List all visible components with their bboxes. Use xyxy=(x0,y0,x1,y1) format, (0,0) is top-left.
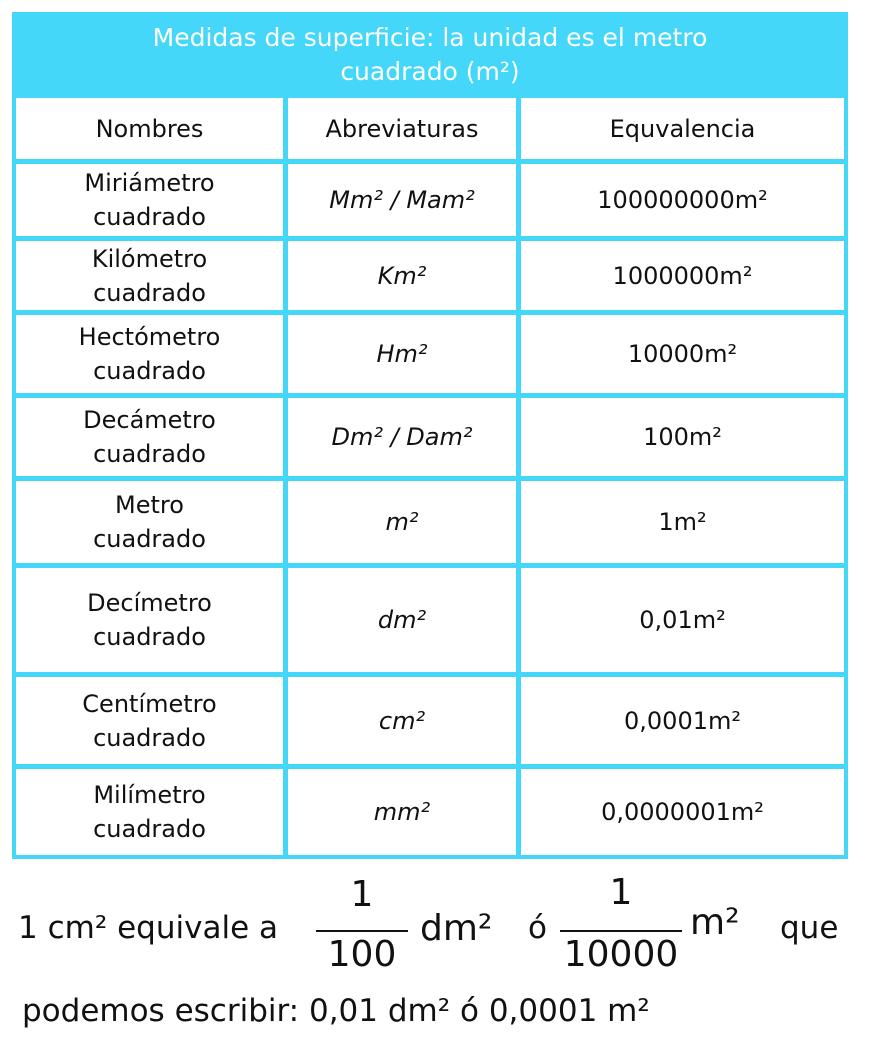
table-row-equiv: 1m² xyxy=(658,508,707,536)
table-row-name: Centímetro cuadrado xyxy=(82,689,217,752)
table-row-name: Kilómetro cuadrado xyxy=(91,244,208,307)
table-row-abbr: Hm² xyxy=(376,340,428,368)
table-row-abbr: cm² xyxy=(378,706,426,735)
note-unit-m2: m² xyxy=(690,902,740,943)
fraction-1-10000 xyxy=(560,868,682,980)
table-row-abbr: Km² xyxy=(377,261,427,290)
measures-table xyxy=(12,12,848,859)
table-row-name: Decímetro cuadrado xyxy=(87,589,212,651)
header-equivalence: Equvalencia xyxy=(609,114,756,143)
table-row-equiv: 1000000m² xyxy=(612,261,753,290)
fraction-bar xyxy=(560,930,682,932)
table-row-equiv: 0,0000001m² xyxy=(601,798,764,826)
table-row-name: Miriámetro cuadrado xyxy=(84,169,215,231)
header-abbreviations: Abreviaturas xyxy=(325,114,479,143)
note-or: ó xyxy=(528,910,547,946)
table-row-abbr: Mm² / Mam² xyxy=(329,186,475,214)
fraction-denominator: 100 xyxy=(327,934,397,975)
table-row-equiv: 100000000m² xyxy=(597,186,768,214)
table-title-line1: Medidas de superficie: la unidad es el metro xyxy=(152,23,708,52)
table-row-name: Decámetro cuadrado xyxy=(83,406,216,468)
header-names: Nombres xyxy=(95,114,204,143)
fraction-1-100 xyxy=(316,870,408,980)
note-prefix: 1 cm² equivale a xyxy=(18,910,278,946)
table-row-equiv: 10000m² xyxy=(627,340,738,368)
table-title xyxy=(16,16,844,98)
fraction-denominator: 10000 xyxy=(563,934,679,975)
fraction-bar xyxy=(316,930,408,932)
table-row-name: Metro cuadrado xyxy=(93,491,206,553)
table-row-equiv: 0,0001m² xyxy=(624,706,741,735)
fraction-numerator: 1 xyxy=(350,874,374,915)
note-suffix: que xyxy=(780,910,839,946)
table-row-equiv: 100m² xyxy=(643,423,722,451)
table-row-name: Milímetro cuadrado xyxy=(93,781,206,843)
table-row-abbr: dm² xyxy=(377,606,427,634)
table-row-name: Hectómetro cuadrado xyxy=(78,323,221,385)
note-line2: podemos escribir: 0,01 dm² ó 0,0001 m² xyxy=(22,993,650,1029)
table-row-abbr: mm² xyxy=(373,798,431,826)
table-row-abbr: Dm² / Dam² xyxy=(331,423,473,451)
table-row-equiv: 0,01m² xyxy=(639,606,726,634)
fraction-numerator: 1 xyxy=(609,872,633,913)
table-row-abbr: m² xyxy=(385,508,419,536)
note-unit-dm2: dm² xyxy=(420,908,493,949)
table-title-line2: cuadrado (m²) xyxy=(340,57,520,86)
